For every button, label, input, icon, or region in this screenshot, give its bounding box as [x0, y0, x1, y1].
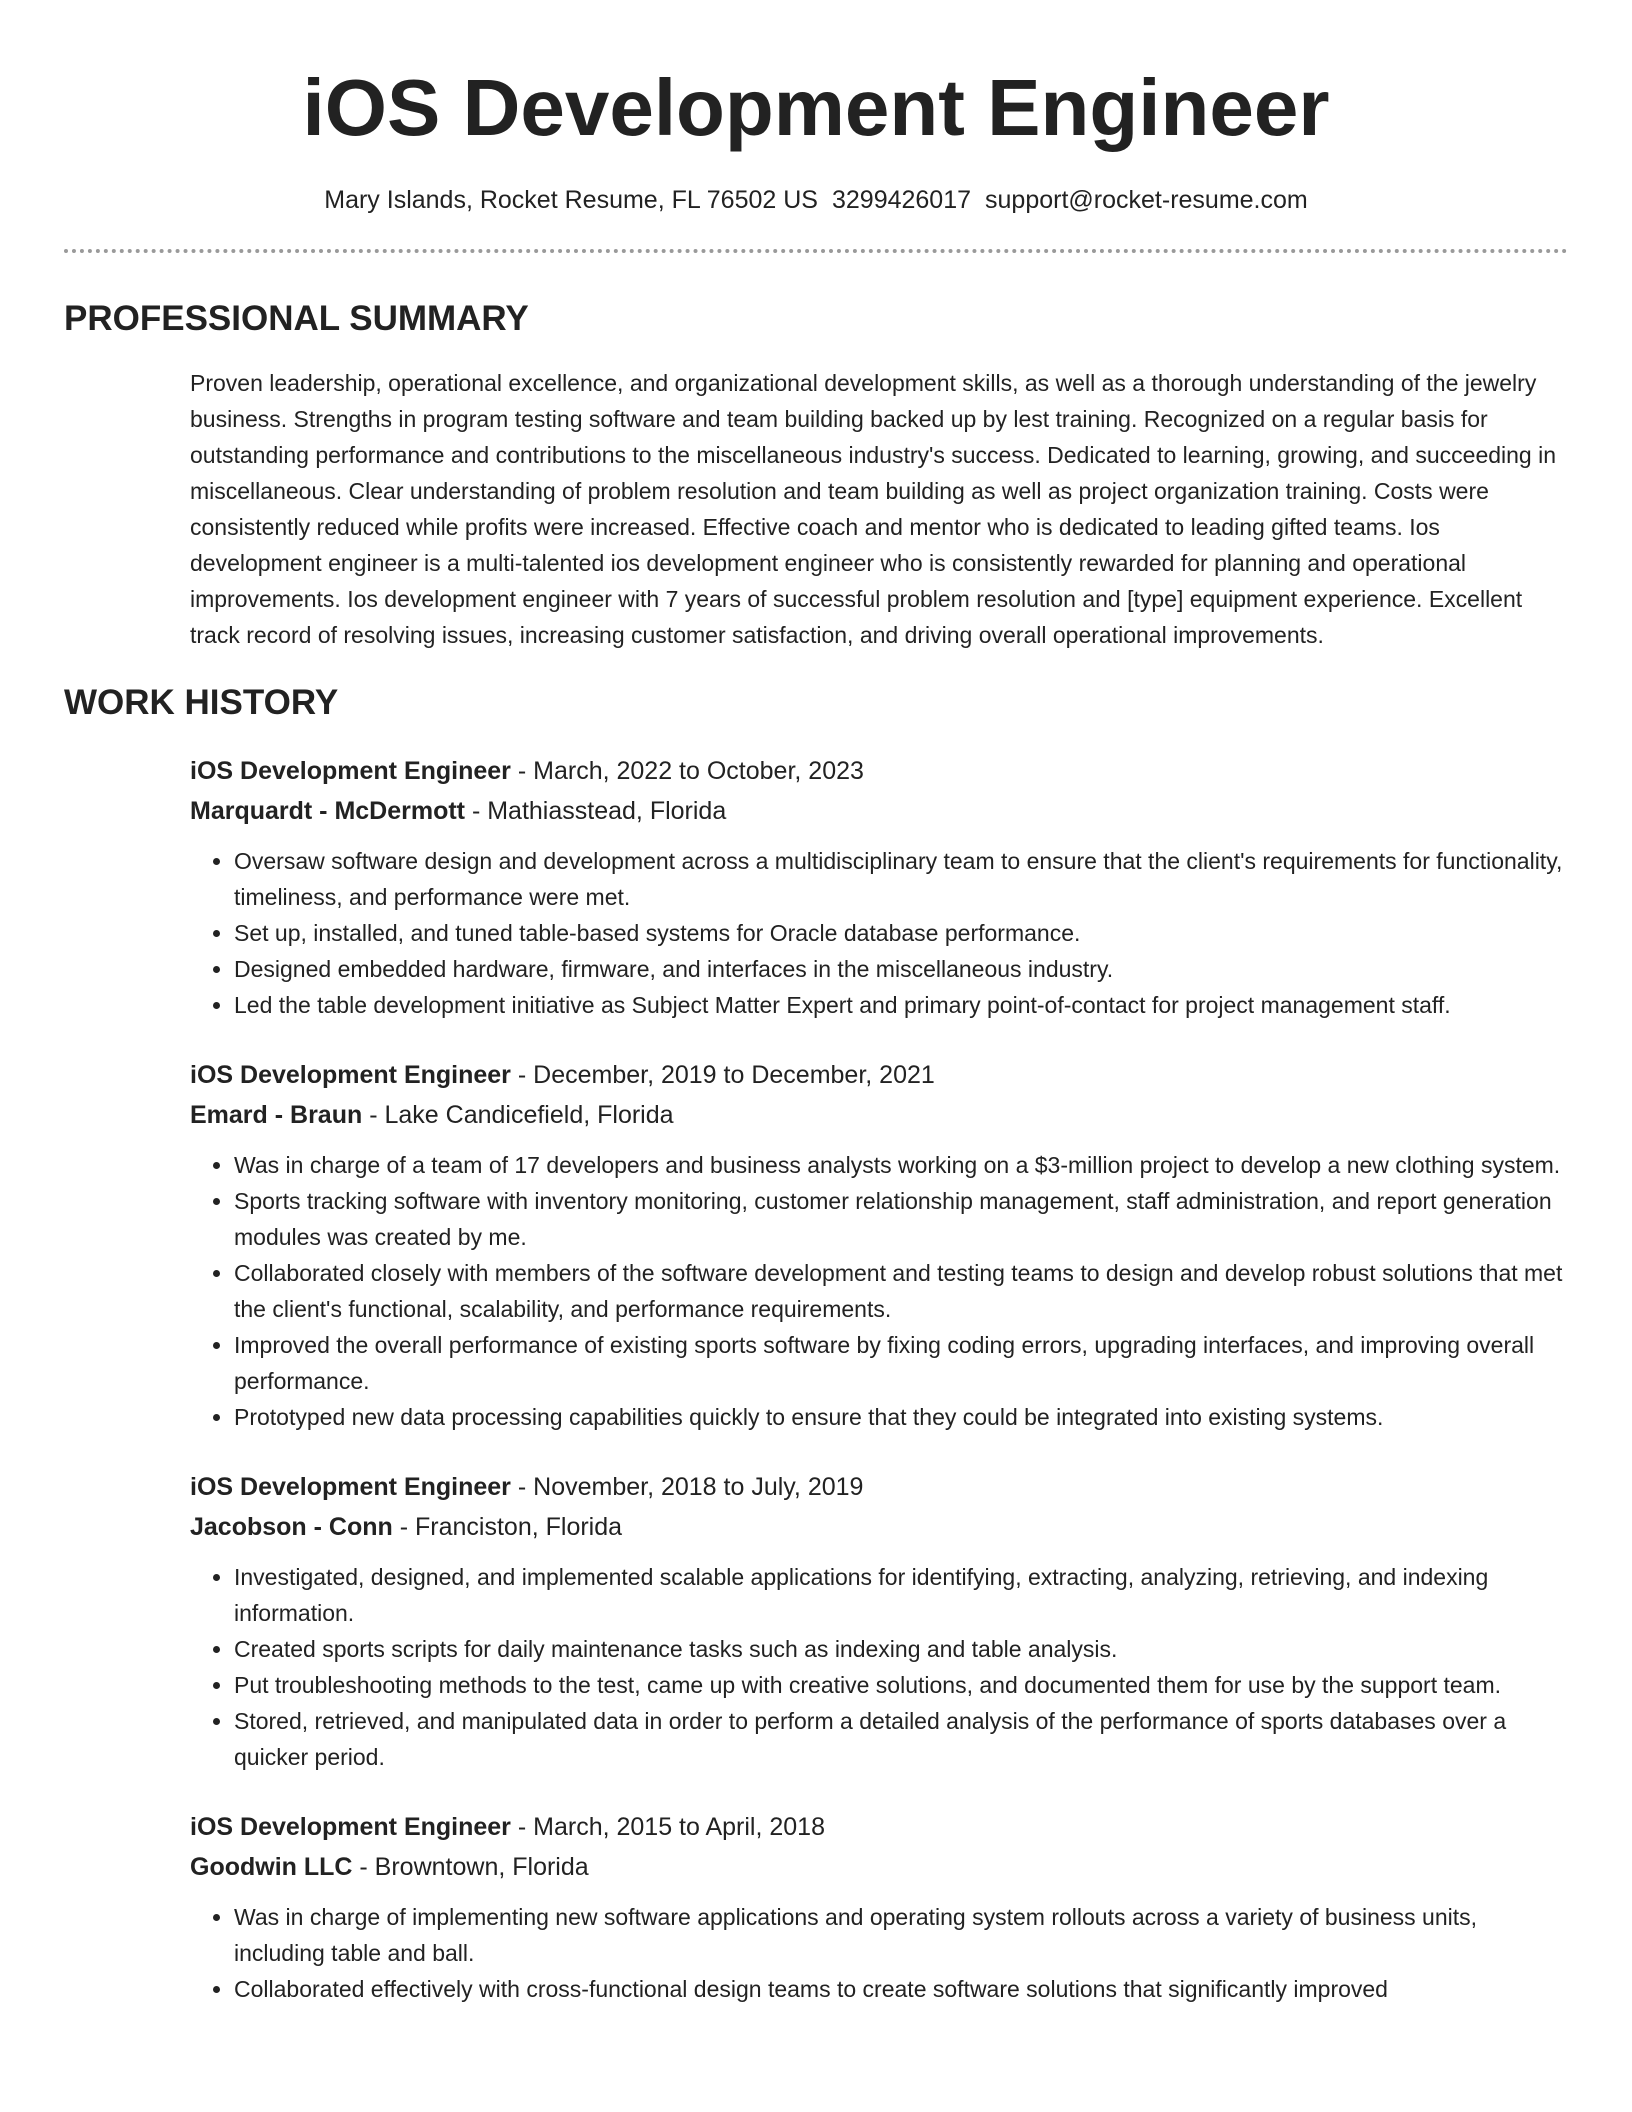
job-bullet: • Set up, installed, and tuned table-based systems for Oracle database performance.	[234, 915, 1568, 951]
contact-email: support@rocket-resume.com	[985, 186, 1308, 214]
job-company: Marquardt - McDermott	[190, 797, 466, 825]
job-title-line	[190, 1467, 1568, 1507]
section-title-work-history: WORK HISTORY	[64, 683, 339, 722]
resume-name: iOS Development Engineer	[302, 63, 1330, 152]
summary-text: Proven leadership, operational excellence, and organizational development skills, as well as a thorough understanding of the jewelry business. Strengths in program testing software and team building backed up by lest training. Recognized on a regular basis for outstanding performance and contributions to the miscellaneous industry's success. Dedicated to learning, growing, and succeeding in miscellaneous. Clear understanding of problem resolution and team building as well as project organization training. Costs were consistently reduced while profits were increased. Effective coach and mentor who is dedicated to leading gifted teams. Ios development engineer is a multi-talented ios development engineer who is consistently rewarded for planning and operational improvements. Ios development engineer with 7 years of successful problem resolution and [type] equipment experience. Excellent track record of resolving issues, increasing customer satisfaction, and driving overall operational improvements.	[190, 370, 1557, 648]
header-divider	[64, 249, 1568, 253]
job-bullet: • Put troubleshooting methods to the test, came up with creative solutions, and documented them for use by the support team.	[234, 1667, 1568, 1703]
job-company-line	[190, 1095, 1568, 1135]
job-title-line	[190, 1807, 1568, 1847]
job-bullet: • Was in charge of implementing new software applications and operating system rollouts across a variety of business units, including table and ball.	[234, 1899, 1568, 1971]
section-title-summary: PROFESSIONAL SUMMARY	[64, 299, 529, 338]
job-company: Emard - Braun	[190, 1101, 363, 1129]
job-entry-2	[190, 1055, 1568, 1435]
job-dates: - December, 2019 to December, 2021	[510, 1061, 935, 1089]
job-bullet: • Led the table development initiative as Subject Matter Expert and primary point-of-contact for project management staff.	[234, 987, 1568, 1023]
job-company-line	[190, 791, 1568, 831]
job-entry-3	[190, 1467, 1568, 1775]
job-bullets	[190, 1147, 1568, 1435]
job-bullet: • Collaborated effectively with cross-functional design teams to create software solutions that significantly improved	[234, 1971, 1568, 2007]
job-entry-1	[190, 751, 1568, 1023]
job-role: iOS Development Engineer	[190, 1813, 511, 1841]
job-bullet: • Designed embedded hardware, firmware, and interfaces in the miscellaneous industry.	[234, 951, 1568, 987]
job-dates: - March, 2022 to October, 2023	[510, 757, 864, 785]
contact-phone: 3299426017	[831, 186, 972, 214]
job-role: iOS Development Engineer	[190, 1061, 511, 1089]
contact-address: Mary Islands, Rocket Resume, FL 76502 US	[324, 186, 818, 214]
job-bullet: • Oversaw software design and development across a multidisciplinary team to ensure that the client's requirements for functionality, timeliness, and performance were met.	[234, 843, 1568, 915]
job-title-line	[190, 1055, 1568, 1095]
job-bullets	[190, 843, 1568, 1023]
job-dates: - November, 2018 to July, 2019	[510, 1473, 864, 1501]
job-bullet: • Created sports scripts for daily maintenance tasks such as indexing and table analysis.	[234, 1631, 1568, 1667]
job-bullet: • Collaborated closely with members of the software development and testing teams to design and develop robust solutions that met the client's functional, scalability, and performance requirements.	[234, 1255, 1568, 1327]
job-location: - Franciston, Florida	[392, 1513, 623, 1541]
job-location: - Mathiasstead, Florida	[465, 797, 727, 825]
job-bullet: • Investigated, designed, and implemented scalable applications for identifying, extracting, analyzing, retrieving, and indexing information.	[234, 1559, 1568, 1631]
job-title-line	[190, 751, 1568, 791]
job-company-line	[190, 1847, 1568, 1887]
job-company-line	[190, 1507, 1568, 1547]
job-location: - Browntown, Florida	[352, 1853, 589, 1881]
job-dates: - March, 2015 to April, 2018	[510, 1813, 825, 1841]
job-bullet: • Prototyped new data processing capabilities quickly to ensure that they could be integrated into existing systems.	[234, 1399, 1568, 1435]
job-bullet: • Was in charge of a team of 17 developers and business analysts working on a $3-million project to develop a new clothing system.	[234, 1147, 1568, 1183]
resume-page	[64, 0, 1568, 2007]
job-company: Jacobson - Conn	[190, 1513, 393, 1541]
job-bullet: • Improved the overall performance of existing sports software by fixing coding errors, upgrading interfaces, and improving overall performance.	[234, 1327, 1568, 1399]
job-entry-4	[190, 1807, 1568, 2007]
contact-line	[64, 184, 1568, 216]
job-role: iOS Development Engineer	[190, 1473, 511, 1501]
job-bullet: • Sports tracking software with inventory monitoring, customer relationship management, staff administration, and report generation modules was created by me.	[234, 1183, 1568, 1255]
job-company: Goodwin LLC	[190, 1853, 353, 1881]
job-bullets	[190, 1899, 1568, 2007]
job-bullet: • Stored, retrieved, and manipulated data in order to perform a detailed analysis of the performance of sports databases over a quicker period.	[234, 1703, 1568, 1775]
job-location: - Lake Candicefield, Florida	[362, 1101, 674, 1129]
job-bullets	[190, 1559, 1568, 1775]
job-role: iOS Development Engineer	[190, 757, 511, 785]
